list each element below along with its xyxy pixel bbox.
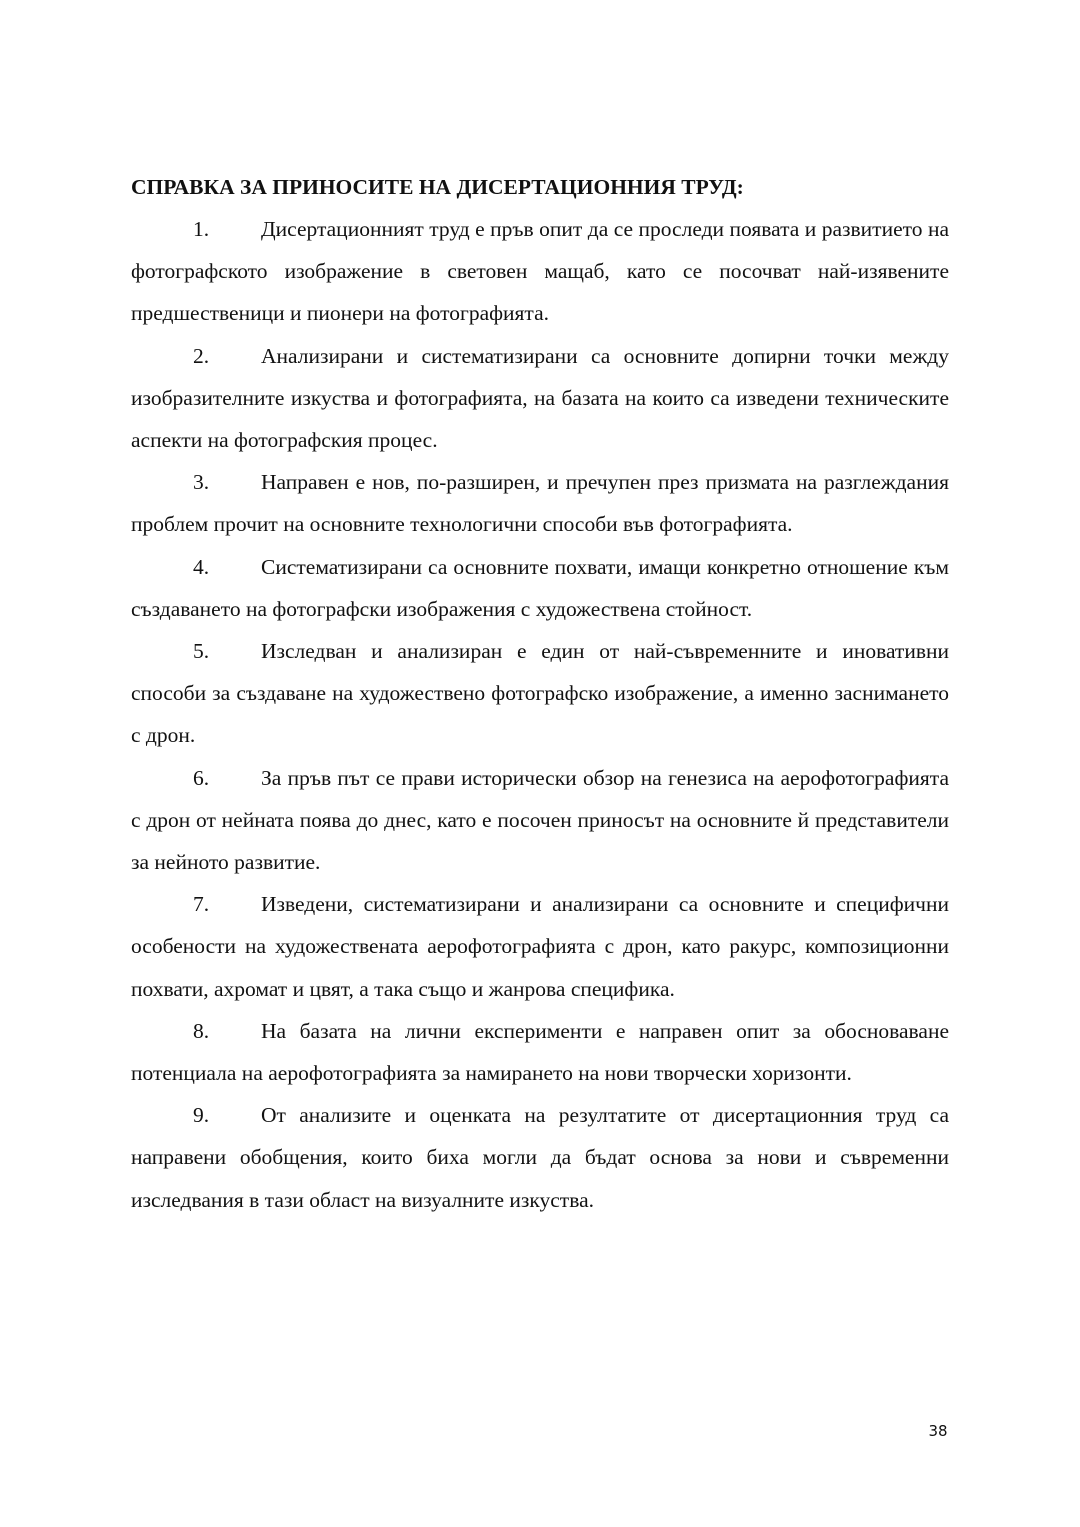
item-number: 7. [193, 892, 210, 917]
item-number: 3. [193, 470, 210, 495]
item-text: Изведени, систематизирани и анализирани са основните и специфични особености на художествената аерофотографията с дрон, като ракурс, композиционни похвати, ахромат и цвят, а така също и жанрова специфика. [131, 892, 949, 1001]
item-number: 4. [193, 554, 210, 579]
page-number: 38 [928, 1422, 948, 1440]
item-number: 1. [193, 217, 210, 241]
list-item [131, 1094, 949, 1221]
list-item [131, 208, 949, 335]
item-text: Систематизирани са основните похвати, имащи конкретно отношение към създаването на фотографски изображения с художествена стойност. [131, 554, 949, 621]
contributions-list [131, 208, 949, 1221]
item-number: 5. [193, 639, 210, 664]
list-item [131, 335, 949, 462]
item-number: 6. [193, 765, 210, 790]
list-item [131, 630, 949, 757]
list-item [131, 883, 949, 1010]
list-item [131, 757, 949, 884]
item-text: Направен е нов, по-разширен, и пречупен през призмата на разглеждания проблем прочит на основните технологични способи във фотографията. [131, 470, 949, 537]
item-text: Изследван и анализиран е един от най-съвременните и иновативни способи за създаване на художествено фотографско изображение, а именно заснимането с дрон. [131, 639, 949, 748]
item-text: Анализирани и систематизирани са основните допирни точки между изобразителните изкуства и фотографията, на базата на които са изведени техническите аспекти на фотографския процес. [131, 343, 949, 453]
item-text: От анализите и оценката на резултатите от дисертационния труд са направени обобщения, които биха могли да бъдат основа за нови и съвременни изследвания в тази област на визуалните изкуства. [131, 1103, 949, 1212]
item-text: За пръв път се прави исторически обзор на генезиса на аерофотографията с дрон от нейната поява до днес, като е посочен приносът на основните й представители за нейното развитие. [131, 765, 949, 875]
item-number: 8. [193, 1018, 210, 1043]
item-text: На базата на лични експерименти е направен опит за обосноваване потенциала на аерофотографията за намирането на нови творчески хоризонти. [131, 1018, 949, 1086]
list-item [131, 546, 949, 630]
item-text: Дисертационният труд е пръв опит да се проследи появата и развитието на фотографското изображение в световен мащаб, като се посочват най-изявените предшественици и пионери на фотографията. [131, 217, 949, 326]
item-number: 9. [193, 1103, 210, 1128]
item-number: 2. [193, 343, 210, 368]
list-item [131, 461, 949, 545]
list-item [131, 1010, 949, 1094]
page-title: СПРАВКА ЗА ПРИНОСИТЕ НА ДИСЕРТАЦИОННИЯ ТРУД: [131, 175, 744, 199]
